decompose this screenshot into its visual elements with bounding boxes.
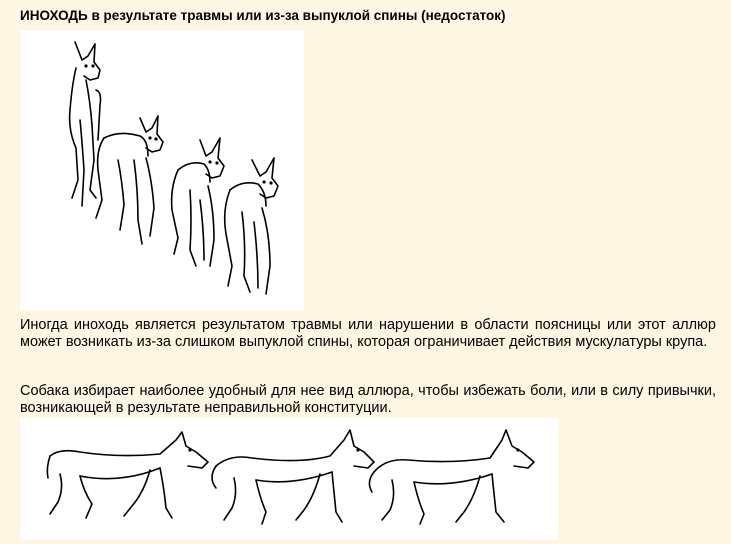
paragraph-2: Собака избирает наиболее удобный для нее вид аллюра, чтобы избежать боли, или в силу привычки, возникающей в результате неправильной конституции. <box>20 383 716 416</box>
paragraph-1: Иногда иноходь является результатом травмы или нарушении в области поясницы или этот аллюр может возникать из-за слишком выпуклой спины, которая ограничивает действия мускулатуры крупа. <box>20 317 716 350</box>
dog-front-view-1 <box>70 42 101 206</box>
dog-front-view-2 <box>96 116 163 244</box>
pacing-dogs-front-illustration <box>20 30 304 310</box>
dog-front-view-3 <box>172 138 224 266</box>
page-title: ИНОХОДЬ в результате травмы или из-за выпуклой спины (недостаток) <box>20 8 506 23</box>
dog-front-view-4 <box>225 158 278 294</box>
pacing-dogs-side-illustration <box>20 418 558 540</box>
dog-side-view-3 <box>369 430 534 524</box>
dog-side-view-1 <box>47 432 208 518</box>
dog-side-view-2 <box>212 430 374 524</box>
